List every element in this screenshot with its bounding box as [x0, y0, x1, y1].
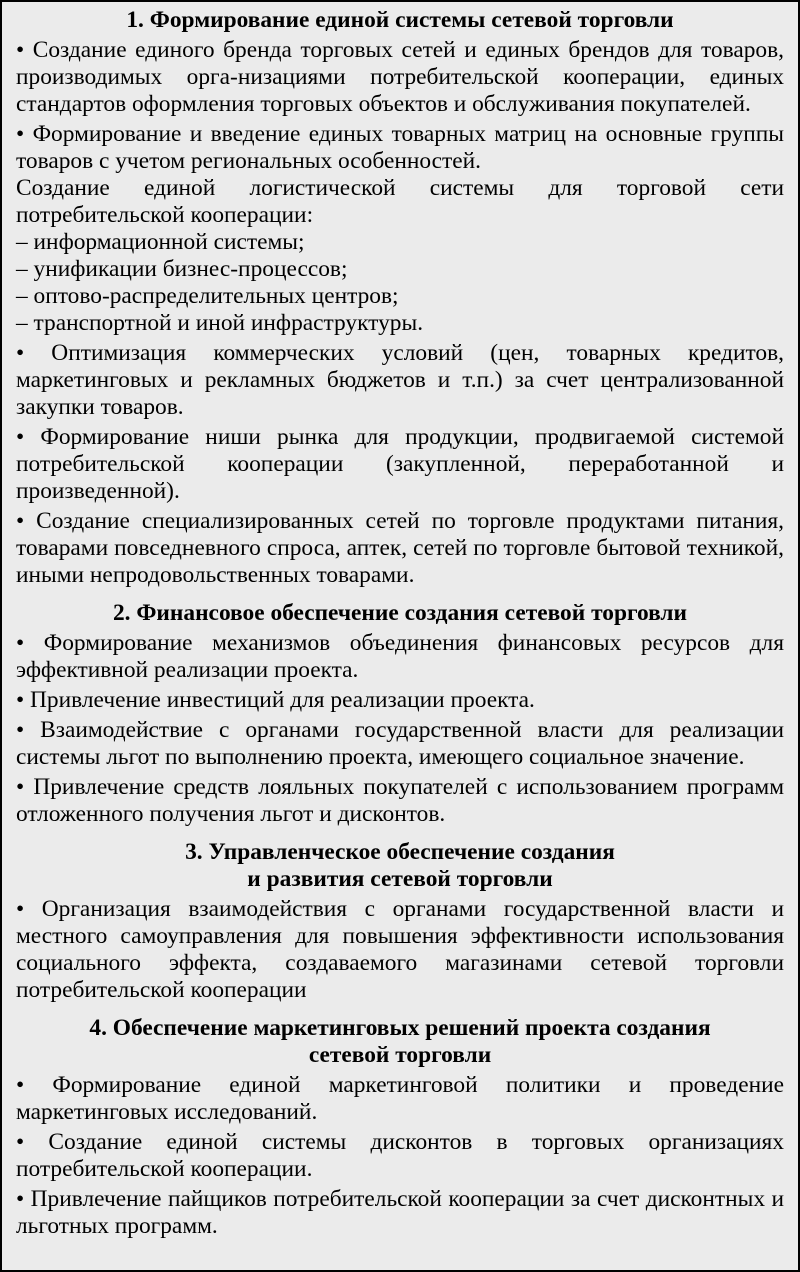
- bullet-item: • Создание единой системы дисконтов в торговых организациях потребительской кооперации.: [16, 1129, 784, 1182]
- section-unified-network-system: [16, 7, 784, 589]
- bullet-item: • Привлечение средств лояльных покупателей с использованием программ отложенного получения льгот и дисконтов.: [16, 774, 784, 827]
- paragraph: Создание единой логистической системы для торговой сети потребительской кооперации:: [16, 175, 784, 228]
- bullet-item: • Формирование механизмов объединения финансовых ресурсов для эффективной реализации проекта.: [16, 630, 784, 683]
- bullet-item: • Формирование ниши рынка для продукции, продвигаемой системой потребительской кооперации (закупленной, переработанной и произведенной).: [16, 424, 784, 504]
- bullet-item: • Формирование единой маркетинговой политики и проведение маркетинговых исследований.: [16, 1072, 784, 1125]
- section-financial-support: [16, 600, 784, 828]
- heading-line: 3. Управленческое обеспечение создания: [185, 839, 615, 865]
- dash-item: – унификации бизнес-процессов;: [16, 256, 348, 282]
- heading-line: и развития сетевой торговли: [247, 866, 553, 892]
- bullet-item: • Привлечение пайщиков потребительской кооперации за счет дисконтных и льготных программ.: [16, 1186, 784, 1239]
- heading-line: 2. Финансовое обеспечение создания сетевой торговли: [112, 600, 688, 626]
- heading-line: 4. Обеспечение маркетинговых решений проекта создания: [89, 1015, 711, 1041]
- dash-item: – оптово-распределительных центров;: [16, 283, 399, 309]
- bullet-item: • Привлечение инвестиций для реализации проекта.: [16, 687, 535, 713]
- bullet-item: • Создание единого бренда торговых сетей и единых брендов для товаров, производимых орга-низациями потребительской кооперации, единых стандартов оформления торговых объектов и обслуживания покупателей.: [16, 37, 784, 117]
- section-management-support: [16, 839, 784, 1004]
- section-marketing-support: [16, 1015, 784, 1240]
- section-heading: [16, 839, 784, 893]
- dash-item: – транспортной и иной инфраструктуры.: [16, 310, 424, 336]
- bullet-item: • Оптимизация коммерческих условий (цен, товарных кредитов, маркетинговых и рекламных бюджетов и т.п.) за счет централизованной закупки товаров.: [16, 340, 784, 420]
- section-heading: [16, 600, 784, 627]
- bullet-item: • Формирование и введение единых товарных матриц на основные группы товаров с учетом региональных особенностей.: [16, 121, 784, 174]
- section-heading: [16, 1015, 784, 1069]
- section-heading: [16, 7, 784, 34]
- bullet-item: • Создание специализированных сетей по торговле продуктами питания, товарами повседневного спроса, аптек, сетей по торговле бытовой техникой, иными непродовольственных товарами.: [16, 508, 784, 588]
- bullet-item: • Взаимодействие с органами государственной власти для реализации системы льгот по выполнению проекта, имеющего социальное значение.: [16, 717, 784, 770]
- heading-line: 1. Формирование единой системы сетевой торговли: [126, 7, 674, 33]
- dash-item: – информационной системы;: [16, 229, 305, 255]
- bullet-item: • Организация взаимодействия с органами государственной власти и местного самоуправления для повышения эффективности использования социального эффекта, создаваемого магазинами сетевой торговли потребительской кооперации: [16, 896, 784, 1003]
- heading-line: сетевой торговли: [308, 1042, 492, 1068]
